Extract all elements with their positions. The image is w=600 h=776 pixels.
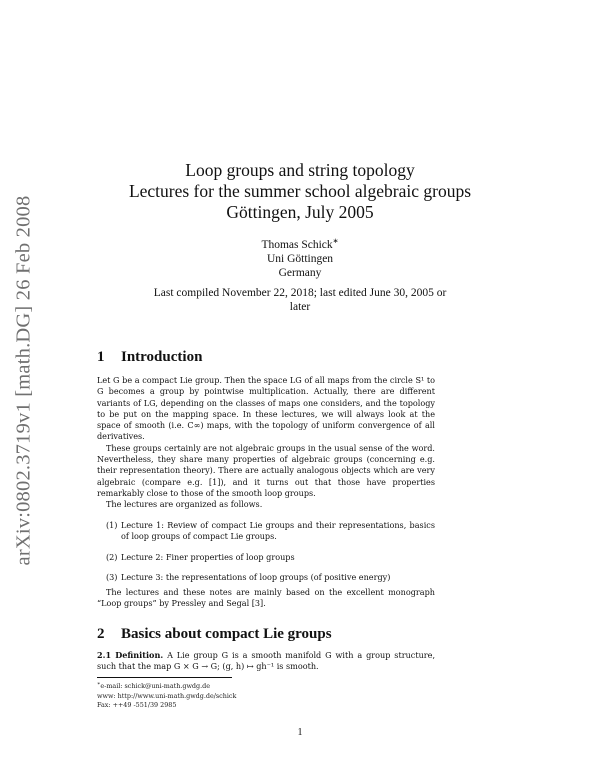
- compiled-date: [100, 286, 500, 314]
- author-affiliation: Uni Göttingen: [266, 252, 334, 265]
- intro-paragraph-3: The lectures are organized as follows.: [106, 499, 263, 510]
- list-item: [106, 572, 435, 583]
- title-line-1: Loop groups and string topology: [185, 160, 415, 180]
- footnote-fax: Fax: ++49 -551/39 2985: [97, 700, 177, 709]
- definition-label: 2.1 Definition.: [97, 650, 164, 660]
- footnote: [97, 680, 397, 710]
- list-item-label: (2): [106, 551, 118, 562]
- author-footnote-mark: ∗: [332, 237, 339, 245]
- list-item-text: Lecture 3: the representations of loop groups (of positive energy): [121, 571, 391, 582]
- list-item-text: Lecture 1: Review of compact Lie groups and their representations, basics of loop groups of compact Lie groups.: [121, 520, 435, 542]
- list-item-label: (3): [106, 571, 118, 582]
- introduction-body: [97, 375, 435, 511]
- paper-title: [80, 160, 520, 223]
- author-block: [150, 234, 450, 280]
- footnote-www: www: http://www.uni-math.gwdg.de/schick: [97, 691, 237, 700]
- author-name-line: [150, 234, 450, 252]
- closing-paragraph: The lectures and these notes are mainly based on the excellent monograph “Loop groups” by Pressley and Segal [3].: [97, 587, 435, 609]
- compiled-line-2: later: [289, 301, 311, 313]
- footnote-mark: ∗: [97, 681, 101, 687]
- definition-body: [97, 650, 435, 673]
- arxiv-stamp-text: arXiv:0802.3719v1 [math.DG] 26 Feb 2008: [12, 195, 35, 565]
- list-item: [106, 552, 435, 563]
- compiled-line-1: Last compiled November 22, 2018; last edited June 30, 2005 or: [153, 287, 447, 299]
- section-title: Introduction: [121, 349, 203, 365]
- definition-paragraph: [97, 650, 435, 673]
- footnote-rule: [97, 677, 232, 678]
- definition-text: A Lie group G is a smooth manifold G with a group structure, such that the map G × G → G; (g, h) ↦ gh⁻¹ is smooth.: [97, 650, 436, 672]
- lecture-list: [106, 520, 435, 592]
- section-heading-introduction: [97, 348, 202, 366]
- closing-body: [97, 587, 435, 610]
- section-number: 2: [97, 626, 105, 642]
- author-name: Thomas Schick: [261, 238, 333, 251]
- footnote-email: e-mail: schick@uni-math.gwdg.de: [100, 682, 211, 691]
- title-line-2: Lectures for the summer school algebraic groups: [128, 181, 472, 201]
- page-number: 1: [297, 727, 303, 738]
- section-title: Basics about compact Lie groups: [121, 626, 332, 642]
- author-country: Germany: [278, 266, 322, 279]
- list-item-text: Lecture 2: Finer properties of loop groups: [121, 551, 295, 562]
- arxiv-identifier: [8, 180, 40, 580]
- list-item: [106, 520, 435, 543]
- intro-paragraph-2: These groups certainly are not algebraic groups in the usual sense of the word. Nevertheless, they share many properties of algebraic groups (concerning e.g. their representation theory). There are actually analogous objects which are very algebraic (compare e.g. [1]), and it turns out that those have properties remarkably close to those of the smooth loop groups.: [97, 442, 435, 498]
- list-item-label: (1): [106, 520, 118, 530]
- section-heading-basics: [97, 625, 332, 643]
- footnote-email-line: [97, 680, 397, 692]
- intro-paragraph-1: Let G be a compact Lie group. Then the space LG of all maps from the circle S¹ to G becomes a group by pointwise multiplication. Actually, there are different variants of LG, depending on the classes of maps one considers, and the topology to be put on the mapping space. In these lectures, we will always look at the space of smooth (i.e. C∞) maps, with the topology of uniform convergence of all derivatives.: [97, 375, 435, 442]
- title-line-3: Göttingen, July 2005: [226, 202, 374, 222]
- section-number: 1: [97, 349, 105, 365]
